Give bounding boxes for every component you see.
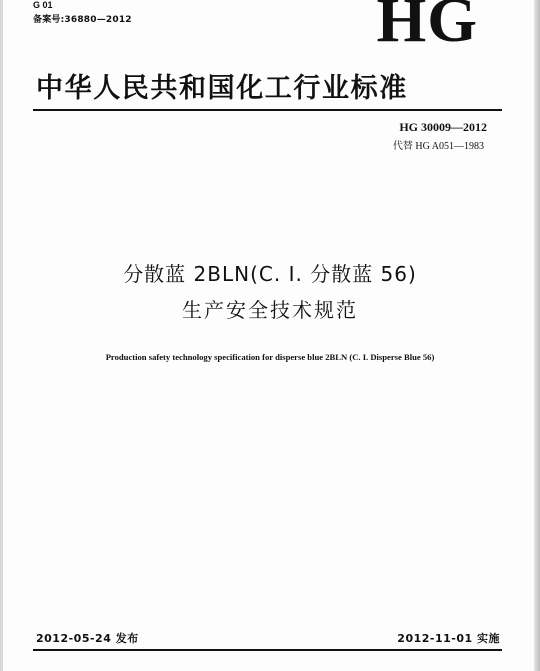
- english-title: Production safety technology specification for disperse blue 2BLN (C. I. Disperse Blue 56): [105, 352, 435, 362]
- hg-logo: HG: [376, 0, 478, 55]
- page-edge-right: [534, 0, 540, 671]
- standard-number: HG 30009—2012: [399, 120, 487, 134]
- standard-category-title: 中华人民共和国化工行业标准: [36, 73, 408, 104]
- ics-code: G 01: [33, 0, 53, 10]
- bottom-divider: [33, 649, 502, 651]
- document-title-line-2: 生产安全技术规范: [182, 298, 358, 322]
- issue-date: 2012-05-24 发布: [36, 632, 139, 645]
- page-edge-left: [0, 0, 3, 671]
- document-title-line-1: 分散蓝 2BLN(C. I. 分散蓝 56): [123, 262, 417, 286]
- record-number: 备案号:36880—2012: [33, 15, 132, 25]
- replaced-standard: 代替 HG A051—1983: [392, 141, 484, 152]
- top-divider: [33, 109, 502, 111]
- implementation-date: 2012-11-01 实施: [397, 632, 500, 645]
